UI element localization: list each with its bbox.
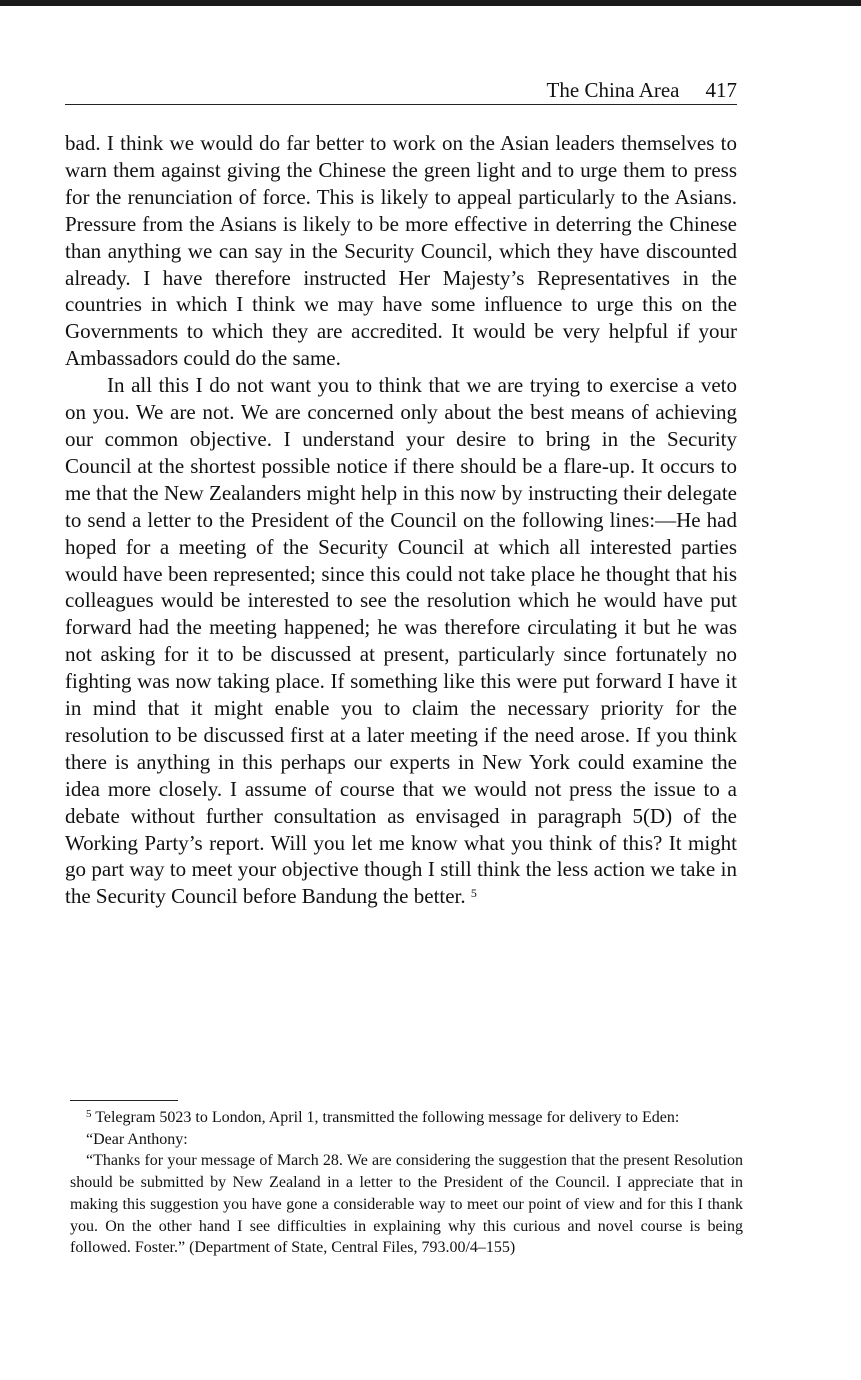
footnote-divider xyxy=(70,1100,178,1101)
running-title: The China Area xyxy=(546,78,680,102)
footnotes xyxy=(70,1107,743,1259)
footnote-text: Telegram 5023 to London, April 1, transmitted the following message for delivery to Eden: xyxy=(95,1109,680,1126)
footnote-marker: 5 xyxy=(86,1108,92,1120)
footnote-message: “Thanks for your message of March 28. We are considering the suggestion that the present Resolution should be submitted by New Zealand in a letter to the President of the Council. I appreciate that in making this suggestion you have gone a considerable way to meet our point of view and for this I thank you. On the other hand I see difficulties in explaining why this curious and novel course is being followed. Foster.” (Department of State, Central Files, 793.00/4–155) xyxy=(70,1152,743,1257)
footnote-salutation: “Dear Anthony: xyxy=(86,1130,188,1148)
body-paragraph: bad. I think we would do far better to work on the Asian leaders themselves to warn them against giving the Chinese the green light and to urge them to press for the renunciation of force. This is likely to appeal particularly to the Asians. Pressure from the Asians is likely to be more effective in deterring the Chinese than anything we can say in the Security Council, which they have discounted already. I have therefore instructed Her Majesty’s Representatives in the countries in which I think we may have some influence to urge this on the Governments to which they are accredited. It would be very helpful if your Ambassadors could do the same. xyxy=(65,131,737,371)
footnote xyxy=(70,1107,743,1129)
page-number: 417 xyxy=(705,78,737,102)
footnote-reference[interactable]: 5 xyxy=(470,886,477,901)
body-paragraph-text: In all this I do not want you to think that we are trying to exercise a veto on you. We are not. We are concerned only about the best means of achieving our common objective. I understand your desire to bring in the Security Council at the shortest possible notice if there should be a flare-up. It occurs to me that the New Zealanders might help in this now by instructing their delegate to send a letter to the President of the Council on the following lines:—He had hoped for a meeting of the Security Council at which all interested parties would have been represented; since this could not take place he thought that his colleagues would be interested to see the resolution which he would have put forward had the meeting happened; he was therefore circulating it but he was not asking for it to be discussed at present, particularly since fortunately no fighting was now taking place. If something like this were put forward I have it in mind that it might enable you to claim the necessary priority for the resolution to be discussed first at a later meeting if the need arose. If you think there is anything in this perhaps our experts in New York could examine the idea more closely. I assume of course that we would not press the issue to a debate without further consultation as envisaged in paragraph 5(D) of the Working Party’s report. Will you let me know what you think of this? It might go part way to meet your objective though I still think the less action we take in the Security Council before Bandung the better. xyxy=(65,373,737,909)
page-top-edge xyxy=(0,0,861,6)
running-header xyxy=(65,76,737,105)
body-paragraph xyxy=(65,372,737,910)
body-text xyxy=(65,130,737,910)
